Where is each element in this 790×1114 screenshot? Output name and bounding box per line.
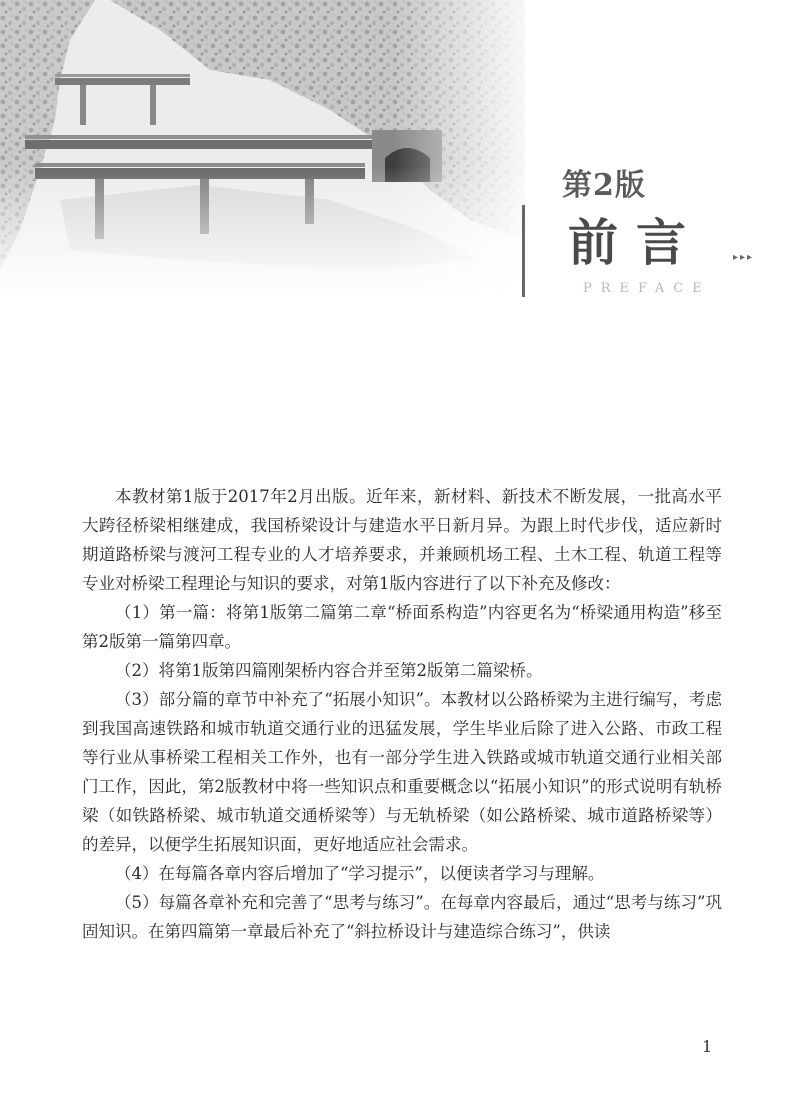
header-bridge-photo <box>0 0 525 300</box>
decorative-arrows-icon: ▸▸▸ <box>733 252 755 263</box>
paragraph: （4）在每篇各章内容后增加了“学习提示”，以便读者学习与理解。 <box>115 864 605 883</box>
edition-label: 第2版 <box>562 168 646 203</box>
page-title: 前言 <box>568 213 704 272</box>
paragraph: （3）部分篇的章节中补充了“拓展小知识”。本教材以公路桥梁为主进行编写，考虑到我国高速铁路和城市轨道交通行业的迅猛发展，学生毕业后除了进入公路、市政工程等行业从事桥梁工程相关工作外，也有一部分学生进入铁路或城市轨道交通行业相关部门工作，因此，第2版教材中将一些知识点和重要概念以“拓展小知识”的形式说明有轨桥梁（如铁路桥梁、城市轨道交通桥梁等）与无轨桥梁（如公路桥梁、城市道路桥梁等）的差异，以便学生拓展知识面，更好地适应社会需求。 <box>82 690 722 854</box>
paragraph: （5）每篇各章补充和完善了“思考与练习”。在每章内容最后，通过“思考与练习”巩固知识。在第四篇第一章最后补充了“斜拉桥设计与建造综合练习”，供读 <box>82 893 722 941</box>
page-title-english: PREFACE <box>583 281 711 296</box>
paragraph: 本教材第1版于2017年2月出版。近年来，新材料、新技术不断发展，一批高水平大跨径桥梁相继建成，我国桥梁设计与建造水平日新月异。为跟上时代步伐，适应新时期道路桥梁与渡河工程专业的人才培养要求，并兼顾机场工程、土木工程、轨道工程等专业对桥梁工程理论与知识的要求，对第1版内容进行了以下补充及修改： <box>82 487 722 593</box>
page-number: 1 <box>702 1037 713 1056</box>
paragraph: （1）第一篇：将第1版第二篇第二章“桥面系构造”内容更名为“桥梁通用构造”移至第2版第一篇第四章。 <box>82 603 722 651</box>
preface-body <box>82 482 722 946</box>
paragraph: （2）将第1版第四篇刚架桥内容合并至第2版第二篇梁桥。 <box>115 661 543 680</box>
header-divider-line <box>522 205 525 297</box>
